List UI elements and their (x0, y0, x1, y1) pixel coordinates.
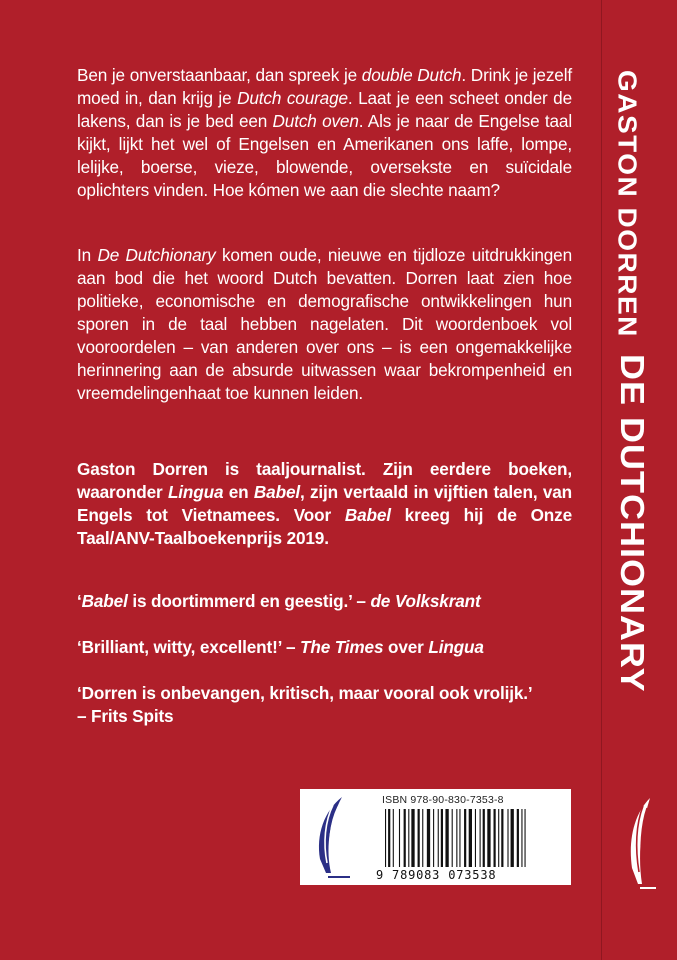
spine-divider (601, 0, 602, 960)
review-quote-frits-spits: ‘Dorren is onbevangen, kritisch, maar vooral ook vrolijk.’ – Frits Spits (77, 683, 533, 726)
barcode-number: 9 789083 073538 (376, 868, 497, 882)
quill-logo-icon (304, 793, 352, 883)
spine-title: DE DUTCHIONARY (613, 354, 652, 693)
author-bio: Gaston Dorren is taaljournalist. Zijn eerdere boeken, waaronder Lingua en Babel, zijn vertaald in vijftien talen, van Engels tot Vietnamees. Voor Babel kreeg hij de Onze Taal/ANV-Taalboekenprijs 2019. (77, 459, 572, 548)
blurb-paragraph-1: Ben je onverstaanbaar, dan spreek je double Dutch. Drink je jezelf moed in, dan krijg je Dutch courage. Laat je een scheet onder de lakens, dan is je bed een Dutch oven. Als je naar de Engelse taal kijkt, lijkt het wel of Engelsen en Amerikanen ons laffe, lompe, lelijke, boerse, vieze, blowende, oversekste en suïcidale oplichters vinden. Hoe kómen we aan die slechte naam? (77, 65, 572, 200)
spine (611, 70, 671, 720)
review-quote-times: ‘Brilliant, witty, excellent!’ – The Times over Lingua (77, 637, 484, 657)
barcode (385, 809, 565, 867)
isbn-label: ISBN 978-90-830-7353-8 (382, 794, 504, 806)
barcode-panel (300, 789, 571, 885)
review-quote-volkskrant: ‘Babel is doortimmerd en geestig.’ – de Volkskrant (77, 591, 481, 611)
blurb-paragraph-2: In De Dutchionary komen oude, nieuwe en tijdloze uitdrukkingen aan bod die het woord Dutch bevatten. Dorren laat zien hoe politieke, economische en demografische ontwikkelingen hun sporen in de taal hebben nagelaten. Dit woordenboek vol vooroordelen – van anderen over ons – is een ongemakkelijke herinnering aan de absurde uitwassen waar bekrompenheid en vreemdelingenhaat toe kunnen leiden. (77, 245, 573, 403)
spine-author: GASTON DORREN (613, 70, 642, 338)
quill-logo-icon (620, 792, 660, 902)
